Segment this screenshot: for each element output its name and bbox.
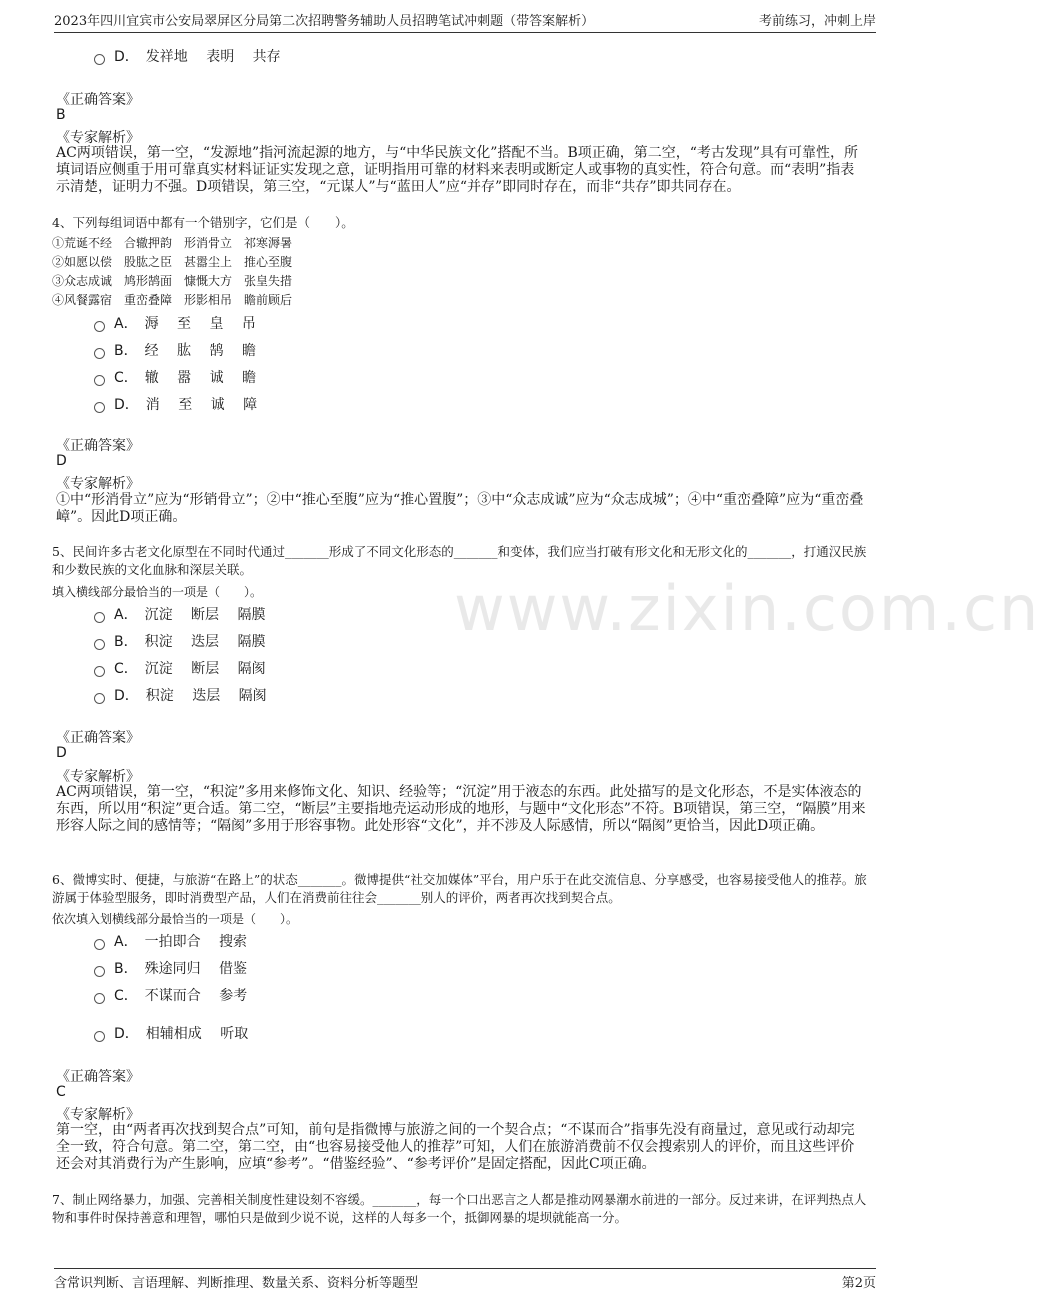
q4-option-b[interactable]: B． 经 肱 鹄 瞻 bbox=[94, 340, 256, 360]
q4-stem: 4、下列每组词语中都有一个错别字，它们是（ ）。 bbox=[52, 215, 354, 230]
q4-analysis-label: 《专家解析》 bbox=[56, 476, 140, 492]
q6-option-d[interactable]: D． 相辅相成 听取 bbox=[94, 1023, 248, 1043]
q3-analysis: AC两项错误，第一空，“发源地”指河流起源的地方，与“中华民族文化”搭配不当。B项正确，第二空，“考古发现”具有可靠性，所填词语应侧重于用可靠真实材料证证实发现之意，证明指用可靠的材料来表明或断定人或事物的真实性，符合句意。而“表明”指表示清楚，证明力不强。D项错误，第三空，“元谋人”与“蓝田人”应“并存”即同时存在，而非“共存”即共同存在。 bbox=[56, 145, 859, 195]
radio-icon[interactable] bbox=[94, 612, 105, 623]
q4-answer-label: 《正确答案》 bbox=[56, 438, 140, 454]
q4-analysis: ①中“形消骨立”应为“形销骨立”；②中“推心至腹”应为“推心置腹”；③中“众志成诚”应为“众志成城”；④中“重峦叠障”应为“重峦叠嶂”。因此D项正确。 bbox=[56, 492, 864, 525]
q6-answer: C bbox=[56, 1084, 66, 1100]
q4-option-a[interactable]: A． 溽 至 皇 吊 bbox=[94, 313, 256, 333]
q6-option-b[interactable]: B． 殊途同归 借鉴 bbox=[94, 958, 247, 978]
page-number: 第2页 bbox=[841, 1276, 876, 1291]
q6-option-c[interactable]: C． 不谋而合 参考 bbox=[94, 985, 247, 1005]
q6-analysis: 第一空，由“两者再次找到契合点”可知，前句是指微博与旅游之间的一个契合点；“不谋而合”指事先没有商量过，意见或行动却完全一致，符合句意。第二空，第二空，由“也容易接受他人的推荐”可知，人们在旅游消费前不仅会搜索别人的评价，而且这些评价还会对其消费行为产生影响，应填“参考”。“借鉴经验”、“参考评价”是固定搭配，因此C项正确。 bbox=[56, 1122, 855, 1172]
q5-answer-label: 《正确答案》 bbox=[56, 730, 140, 746]
q5-option-a[interactable]: A． 沉淀 断层 隔膜 bbox=[94, 604, 265, 624]
radio-icon[interactable] bbox=[94, 321, 105, 332]
q3-answer-label: 《正确答案》 bbox=[56, 92, 140, 108]
radio-icon[interactable] bbox=[94, 375, 105, 386]
q4-line-2: ②如愿以偿 股肱之臣 甚嚣尘上 推心至腹 bbox=[52, 255, 293, 269]
q4-line-3: ③众志成诚 鸠形鹄面 慷慨大方 张皇失措 bbox=[52, 274, 293, 288]
footer-topics: 含常识判断、言语理解、判断推理、数量关系、资料分析等题型 bbox=[54, 1276, 419, 1291]
q4-option-d[interactable]: D． 消 至 诚 障 bbox=[94, 394, 257, 414]
q4-option-c[interactable]: C． 辙 嚣 诚 瞻 bbox=[94, 367, 256, 387]
q6-analysis-label: 《专家解析》 bbox=[56, 1107, 140, 1123]
page-header bbox=[54, 10, 876, 33]
watermark: www.zixin.com.cn bbox=[454, 572, 1040, 645]
radio-icon[interactable] bbox=[94, 639, 105, 650]
radio-icon[interactable] bbox=[94, 54, 105, 65]
q5-option-b[interactable]: B． 积淀 迭层 隔膜 bbox=[94, 631, 266, 651]
page-footer bbox=[54, 1268, 876, 1294]
radio-icon[interactable] bbox=[94, 666, 105, 677]
q6-sub: 依次填入划横线部分最恰当的一项是（ ）。 bbox=[52, 912, 299, 926]
radio-icon[interactable] bbox=[94, 402, 105, 413]
q5-stem: 5、民间许多古老文化原型在不同时代通过_______形成了不同文化形态的_______和变体，我们应当打破有形文化和无形文化的_______，打通汉民族和少数民族的文化血脉和深层关联。 bbox=[52, 544, 867, 577]
q4-line-1: ①荒诞不经 合辙押韵 形消骨立 祁寒溽暑 bbox=[52, 236, 293, 250]
q3-answer: B bbox=[56, 107, 66, 123]
radio-icon[interactable] bbox=[94, 939, 105, 950]
q5-analysis-label: 《专家解析》 bbox=[56, 769, 140, 785]
q4-answer: D bbox=[56, 453, 67, 469]
q4-line-4: ④风餐露宿 重峦叠障 形影相吊 瞻前顾后 bbox=[52, 293, 293, 307]
q6-stem: 6、微博实时、便捷，与旅游“在路上”的状态_______。微博提供“社交加媒体”平台，用户乐于在此交流信息、分享感受，也容易接受他人的推荐。旅游属于体验型服务，即时消费型产品，人们在消费前往往会_______别人的评价，两者再次找到契合点。 bbox=[52, 872, 867, 905]
q5-option-d[interactable]: D． 积淀 迭层 隔阂 bbox=[94, 685, 267, 705]
q3-analysis-label: 《专家解析》 bbox=[56, 130, 140, 146]
q6-option-a[interactable]: A． 一拍即合 搜索 bbox=[94, 931, 247, 951]
q5-answer: D bbox=[56, 745, 67, 761]
q3-option-d[interactable]: D． 发祥地 表明 共存 bbox=[94, 46, 281, 66]
document-title: 2023年四川宜宾市公安局翠屏区分局第二次招聘警务辅助人员招聘笔试冲刺题（带答案解析） bbox=[54, 14, 595, 29]
q6-answer-label: 《正确答案》 bbox=[56, 1069, 140, 1085]
radio-icon[interactable] bbox=[94, 966, 105, 977]
q7-stem: 7、制止网络暴力，加强、完善相关制度性建设刻不容缓。_______，每一个口出恶言之人都是推动网暴潮水前进的一部分。反过来讲，在评判热点人物和事件时保持善意和理智，哪怕只是做到少说不说，这样的人每多一个，抵御网暴的堤坝就能高一分。 bbox=[52, 1192, 867, 1225]
radio-icon[interactable] bbox=[94, 993, 105, 1004]
header-slogan: 考前练习，冲刺上岸 bbox=[758, 14, 876, 29]
q5-analysis: AC两项错误，第一空，“积淀”多用来修饰文化、知识、经验等；“沉淀”用于液态的东西。此处描写的是文化形态，不是实体液态的东西，所以用“积淀”更合适。第二空，“断层”主要指地壳运动形成的地形，与题中“文化形态”不符。B项错误，第三空，“隔膜”用来形容人际之间的感情等；“隔阂”多用于形容事物。此处形容“文化”，并不涉及人际感情，所以“隔阂”更恰当，因此D项正确。 bbox=[56, 784, 866, 834]
q5-sub: 填入横线部分最恰当的一项是（ ）。 bbox=[52, 585, 263, 599]
q5-option-c[interactable]: C． 沉淀 断层 隔阂 bbox=[94, 658, 266, 678]
radio-icon[interactable] bbox=[94, 693, 105, 704]
radio-icon[interactable] bbox=[94, 348, 105, 359]
radio-icon[interactable] bbox=[94, 1031, 105, 1042]
